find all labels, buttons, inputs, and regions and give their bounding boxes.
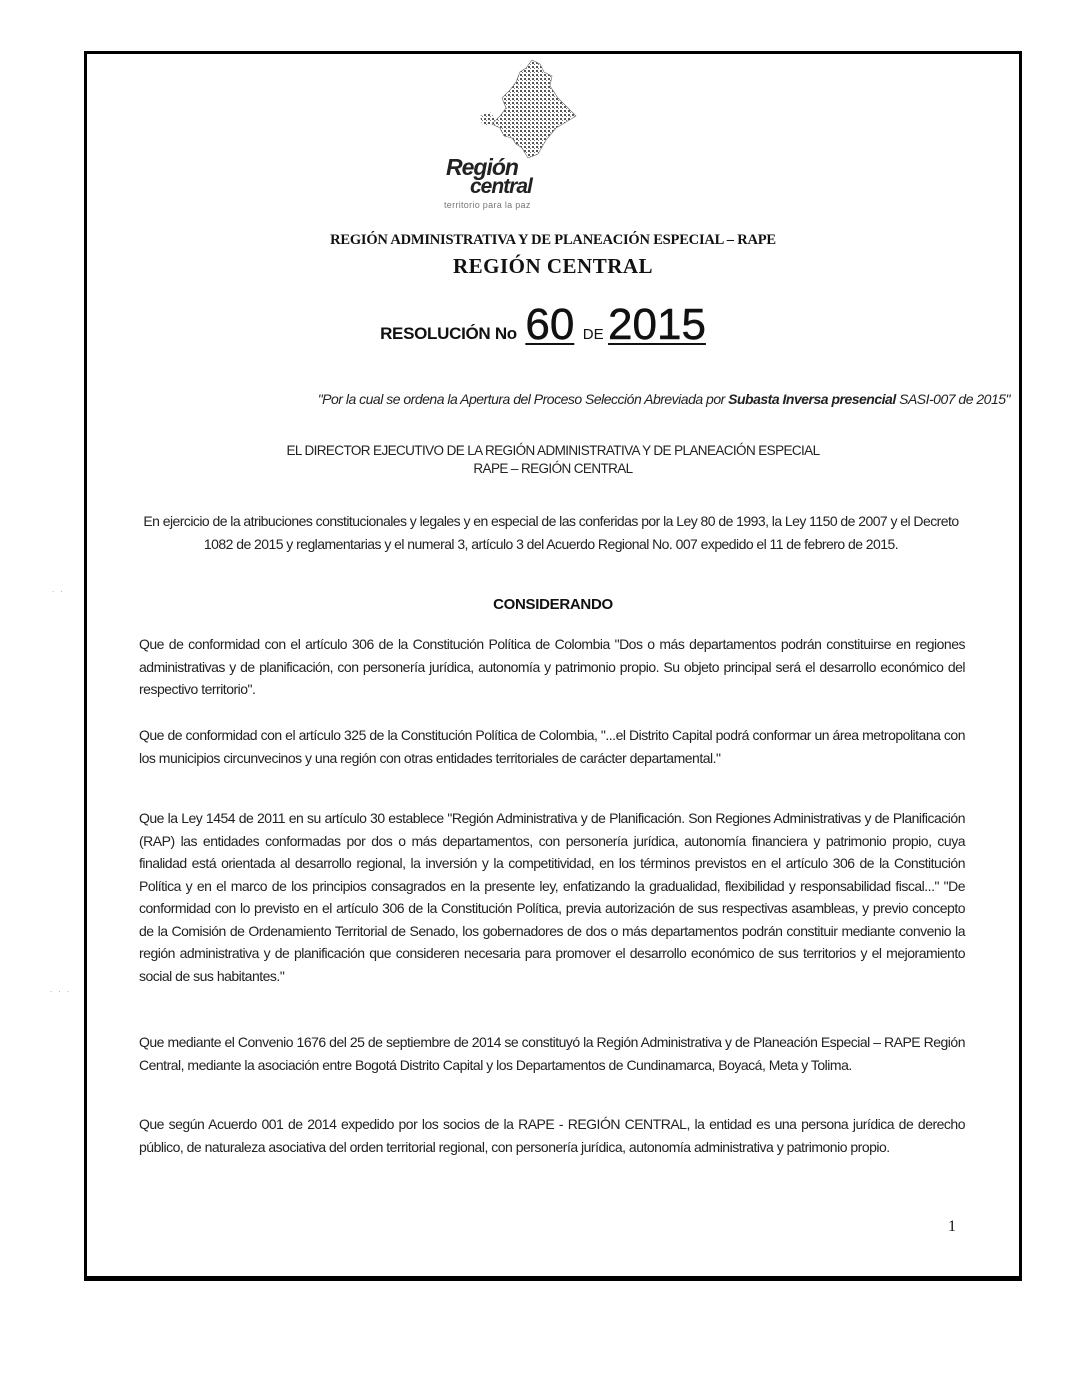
director-heading-line2: RAPE – REGIÓN CENTRAL xyxy=(473,461,633,476)
considerando-paragraph: Que la Ley 1454 de 2011 en su artículo 30 establece "Región Administrativa y de Planificación. Son Regiones Administrativas y de Planificación (RAP) las entidades conformadas por dos o más departamentos, con personería jurídica, autonomía financiera y patrimonio propio, cuya finalidad está orientada al desarrollo regional, la inversión y la competitividad, en los términos previstos en el artículo 306 de la Constitución Política y en el marco de los principios consagrados en la presente ley, enfatizando la gradualidad, flexibilidad y responsabilidad fiscal..." "De conformidad con lo previsto en el artículo 306 de la Constitución Política, previa autorización de sus respectivas asambleas, y previo concepto de la Comisión de Ordenamiento Territorial de Senado, los gobernadores de dos o más departamentos podrán constituir mediante convenio la región administrativa y de planificación que consideren necesaria para promover el desarrollo económico de sus territorios y el mejoramiento social de sus habitantes." xyxy=(139,810,965,984)
scan-margin-mark: . . . xyxy=(50,985,72,994)
considerando-paragraph: Que de conformidad con el artículo 325 de la Constitución Política de Colombia, "...el Distrito Capital podrá conformar un área metropolitana con los municipios circunvecinos y una región con otras entidades territoriales de carácter departamental." xyxy=(139,727,965,766)
resolution-subtitle xyxy=(100,391,1010,407)
considerando-heading: CONSIDERANDO xyxy=(493,596,613,613)
subtitle-bold: Subasta Inversa presencial xyxy=(728,391,896,407)
subtitle-part2: SASI-007 de 2015" xyxy=(895,391,1010,407)
subtitle-part1: "Por la cual se ordena la Apertura del Proceso Selección Abreviada por xyxy=(317,391,729,407)
logo-wordmark xyxy=(446,154,532,198)
region-map-icon xyxy=(440,58,580,168)
considerando-paragraph: Que mediante el Convenio 1676 del 25 de septiembre de 2014 se constituyó la Región Administrativa y de Planeación Especial – RAPE Región Central, mediante la asociación entre Bogotá Distrito Capital y los Departamentos de Cundinamarca, Boyacá, Meta y Tolima. xyxy=(139,1034,965,1073)
logo-title-region: Región xyxy=(446,154,518,180)
logo-title-central: central xyxy=(470,174,532,198)
resolution-connector: DE xyxy=(582,326,604,343)
considerando-paragraph: Que de conformidad con el artículo 306 de la Constitución Política de Colombia "Dos o más departamentos podrán constituirse en regiones administrativas y de planificación, con personería jurídica, autonomía y patrimonio propio. Su objeto principal será el desarrollo económico del respectivo territorio". xyxy=(139,636,965,697)
resolution-year: 2015 xyxy=(608,300,706,349)
preamble-paragraph: En ejercicio de la atribuciones constitucionales y legales y en especial de las conferidas por la Ley 80 de 1993, la Ley 1150 de 2007 y el Decreto 1082 de 2015 y reglamentarias y el numeral 3, artículo 3 del Acuerdo Regional No. 007 expedido el 11 de febrero de 2015. xyxy=(143,513,959,552)
considerando-paragraph: Que según Acuerdo 001 de 2014 expedido por los socios de la RAPE - REGIÓN CENTRAL, la entidad es una persona jurídica de derecho público, de naturaleza asociativa del orden territorial regional, con personería jurídica, autonomía administrativa y patrimonio propio. xyxy=(139,1116,965,1155)
resolution-label: RESOLUCIÓN No xyxy=(380,324,517,343)
resolution-number: 60 xyxy=(525,300,575,349)
organization-name: REGIÓN ADMINISTRATIVA Y DE PLANEACIÓN ESPECIAL – RAPE xyxy=(330,232,776,248)
page-number: 1 xyxy=(948,1218,956,1235)
director-heading-line1: EL DIRECTOR EJECUTIVO DE LA REGIÓN ADMINISTRATIVA Y DE PLANEACIÓN ESPECIAL xyxy=(286,443,820,458)
logo-tagline: territorio para la paz xyxy=(444,200,531,210)
resolution-title xyxy=(0,300,1086,350)
region-central-logo xyxy=(440,58,580,208)
scan-margin-mark: . . xyxy=(52,585,65,594)
organization-subname: REGIÓN CENTRAL xyxy=(452,254,654,278)
